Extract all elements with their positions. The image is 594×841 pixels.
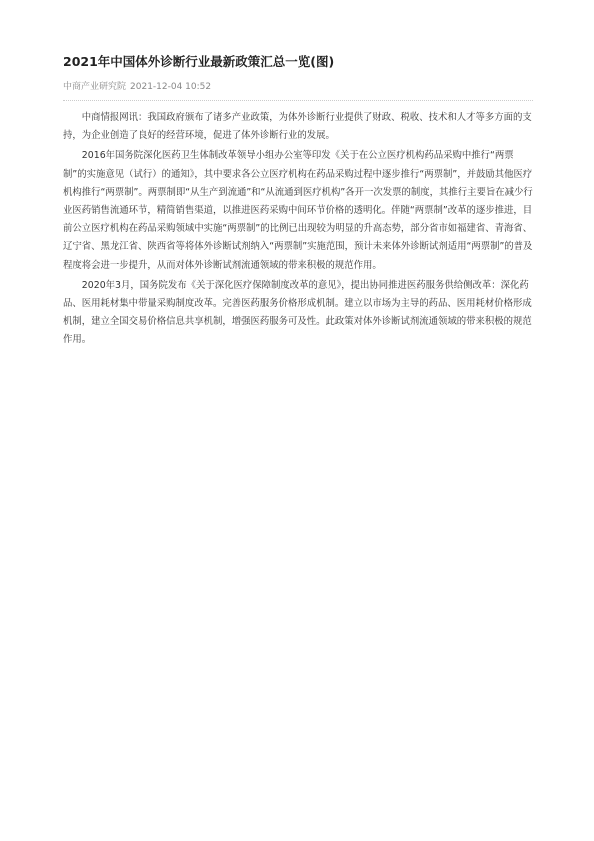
article-page (63, 52, 533, 350)
article-meta (63, 80, 533, 101)
article-paragraph-1: 中商情报网讯：我国政府颁布了诸多产业政策，为体外诊断行业提供了财政、税收、技术和人才等多方面的支持，为企业创造了良好的经营环境，促进了体外诊断行业的发展。 (63, 112, 532, 142)
article-datetime: 2021-12-04 10:52 (130, 82, 212, 92)
article-paragraph-3: 2020年3月，国务院发布《关于深化医疗保障制度改革的意见》，提出协同推进医药服务供给侧改革：深化药品、医用耗材集中带量采购制度改革。完善医药服务价格形成机制。建立以市场为主导的药品、医用耗材价格形成机制，建立全国交易价格信息共享机制，增强医药服务可及性。此政策对体外诊断试剂流通领域的带来积极的规范作用。 (63, 279, 532, 346)
article-source: 中商产业研究院 (63, 82, 127, 92)
article-body (63, 109, 533, 350)
article-title: 2021年中国体外诊断行业最新政策汇总一览(图) (63, 54, 335, 69)
article-paragraph-2: 2016年国务院深化医药卫生体制改革领导小组办公室等印发《关于在公立医疗机构药品采购中推行“两票制”的实施意见（试行）的通知》，其中要求各公立医疗机构在药品采购过程中逐步推行“两票制”，并鼓励其他医疗机构推行“两票制”。两票制即“从生产到流通”和“从流通到医疗机构”各开一次发票的制度，其推行主要旨在减少行业医药销售流通环节，精简销售渠道，以推进医药采购中间环节价格的透明化。伴随“两票制”改革的逐步推进，目前公立医疗机构在药品采购领域中实施“两票制”的比例已出现较为明显的升高态势，部分省市如福建省、青海省、辽宁省、黑龙江省、陕西省等将体外诊断试剂纳入“两票制”实施范围，预计未来体外诊断试剂适用“两票制”的普及程度将会进一步提升，从而对体外诊断试剂流通领域的带来积极的规范作用。 (63, 150, 533, 271)
